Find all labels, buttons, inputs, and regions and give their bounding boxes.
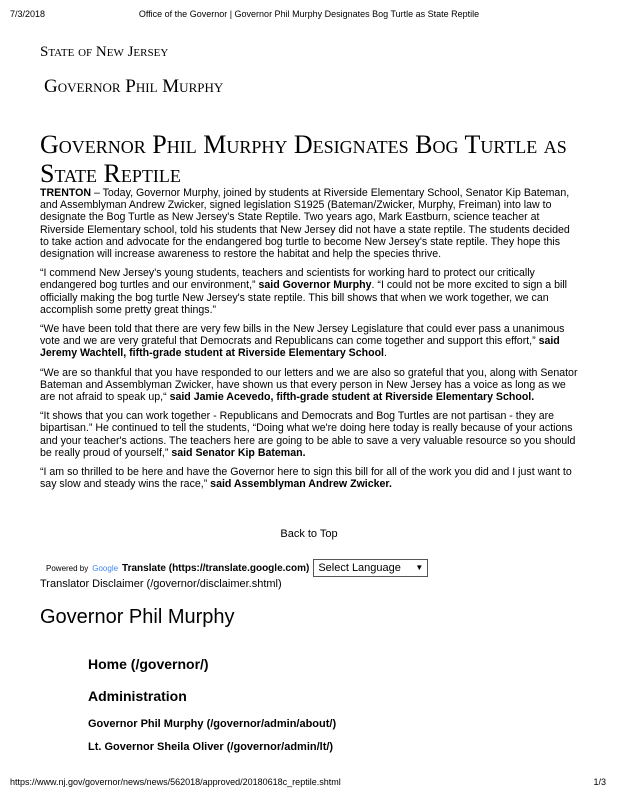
footer-governor-link[interactable]: Governor Phil Murphy (/governor/admin/about/) (88, 718, 337, 730)
site-state-link[interactable]: State of New Jersey (40, 44, 169, 60)
footer-admin-heading: Administration (88, 688, 187, 704)
powered-by-label: Powered by (46, 563, 89, 573)
print-url: https://www.nj.gov/governor/news/news/562018/approved/20180618c_reptile.shtml (10, 777, 341, 787)
paragraph-4: “We are so thankful that you have responded to our letters and we are also so grateful that you, along with Senator Bateman and Assemblyman Zwicker, have shown us that every person in New Jersey has a voice as long as we are not afraid to speak up,“ said Jamie Acevedo, fifth-grade student at Riverside Elementary School. (40, 366, 578, 404)
print-date: 7/3/2018 (10, 9, 46, 19)
paragraph-2: “I commend New Jersey's young students, teachers and scientists for working hard to protect our critically endangered bog turtles and our environment,” said Governor Murphy. “I could not be more excited to sign a bill officially making the bog turtle New Jersey's state reptile. This bill shows that when we work together, we can accomplish some pretty great things.” (40, 267, 568, 316)
page-title: Governor Phil Murphy Designates Bog Turtle as State Reptile (40, 130, 567, 188)
google-logo: Google (92, 563, 119, 573)
site-governor-link[interactable]: Governor Phil Murphy (44, 76, 224, 97)
translate-bar (46, 559, 428, 577)
translate-link[interactable]: Translate (https://translate.google.com) (122, 562, 310, 574)
language-select[interactable] (313, 559, 428, 577)
dropdown-arrow-icon: ▼ (415, 563, 424, 572)
footer-heading: Governor Phil Murphy (40, 606, 235, 628)
paragraph-1: TRENTON – Today, Governor Murphy, joined by students at Riverside Elementary School, Senator Kip Bateman, and Assemblyman Andrew Zwicker, signed legislation S1925 (Bateman/Zwicker, Murphy, Freiman) into law to designate the Bog Turtle as New Jersey's State Reptile. Two years ago, Mark Eastburn, science teacher at Riverside Elementary school, told his students that New Jersey did not have a state reptile. The students decided to take action and advocate for the endangered bog turtle to become New Jersey's state reptile. They hope this designation will increase awareness to restore the habitat and help the species thrive. (40, 187, 570, 261)
article-body (40, 187, 580, 490)
footer-home-link[interactable]: Home (/governor/) (88, 656, 209, 672)
print-page-number: 1/3 (593, 777, 606, 787)
language-select-value: Select Language (318, 562, 401, 574)
paragraph-3: “We have been told that there are very few bills in the New Jersey Legislature that could ever pass a unanimous vote and we are very grateful that Democrats and Republicans can come together and support this effort,” said Jeremy Wachtell, fifth-grade student at Riverside Elementary School. (40, 323, 565, 360)
footer-lt-governor-link[interactable]: Lt. Governor Sheila Oliver (/governor/admin/lt/) (88, 741, 334, 753)
back-to-top-link[interactable]: Back to Top (280, 528, 338, 540)
translator-disclaimer-link[interactable]: Translator Disclaimer (/governor/disclaimer.shtml) (40, 578, 282, 590)
paragraph-5: “It shows that you can work together - Republicans and Democrats and Bog Turtles are not partisan - they are bipartisan.” He continued to tell the students, “Doing what we're doing here today is really because of your actions and your teacher's actions. The teachers here are going to be able to save a very valuable resource so you should be really proud of yourself,” said Senator Kip Bateman. (40, 410, 576, 459)
print-title: Office of the Governor | Governor Phil Murphy Designates Bog Turtle as State Reptile (138, 9, 480, 19)
paragraph-6: “I am so thrilled to be here and have the Governor here to sign this bill for all of the work you did and I just want to say slow and steady wins the race,” said Assemblyman Andrew Zwicker. (40, 466, 572, 491)
dateline: TRENTON (40, 187, 92, 199)
